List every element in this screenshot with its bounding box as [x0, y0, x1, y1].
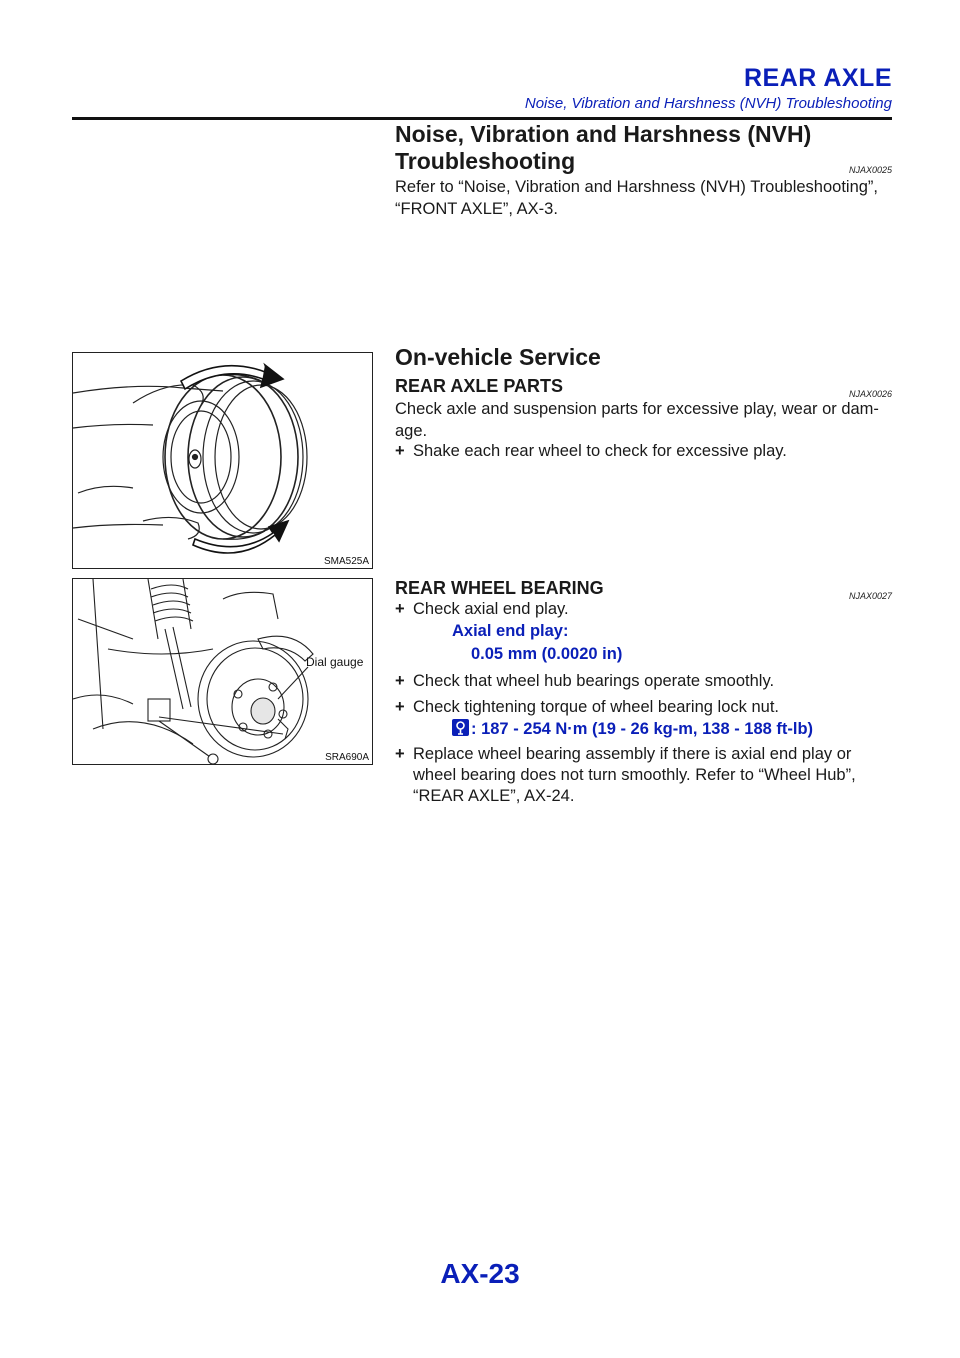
bullet-shake-wheel: [395, 441, 892, 462]
bullet-axial-end-play: [395, 599, 892, 620]
rear-wheel-bearing-code: NJAX0027: [848, 591, 892, 601]
rear-axle-parts-heading: REAR AXLE PARTS: [395, 376, 564, 396]
torque-value: : 187 - 254 N·m (19 - 26 kg-m, 138 - 188 ft-lb): [471, 720, 814, 738]
dial-gauge-illustration: [73, 579, 372, 764]
spec-label: Axial end play:: [452, 622, 569, 640]
rear-axle-parts-code: NJAX0026: [848, 389, 892, 399]
rear-axle-parts-text: [395, 398, 892, 442]
nvh-heading: [395, 121, 895, 175]
bullet-marker: +: [395, 698, 405, 716]
torque-spec: [452, 719, 813, 739]
page-number: AX-23: [440, 1258, 520, 1289]
bullet-text: [395, 744, 892, 807]
bullet-text-line1: Replace wheel bearing assembly if there is axial end play or: [413, 745, 852, 763]
rear-axle-parts-text-line1: Check axle and suspension parts for excessive play, wear or dam-: [395, 400, 879, 418]
rear-wheel-bearing-heading: REAR WHEEL BEARING: [395, 578, 604, 598]
bullet-marker: +: [395, 442, 405, 460]
nvh-text-line2: “FRONT AXLE”, AX-3.: [395, 200, 558, 218]
spec-value: 0.05 mm (0.0020 in): [471, 645, 623, 663]
bullet-text: Check axial end play.: [413, 600, 569, 618]
bullet-bearings-smooth: [395, 671, 892, 692]
nvh-heading-line1: Noise, Vibration and Harshness (NVH): [395, 121, 812, 147]
bullet-marker: +: [395, 600, 405, 618]
bullet-torque-check: [395, 697, 892, 718]
header-rule: [72, 117, 892, 120]
nvh-heading-line2: Troubleshooting: [395, 148, 576, 174]
figure-dial-gauge: [72, 578, 373, 765]
rear-axle-parts-text-line2: age.: [395, 422, 428, 440]
figure-caption: SRA690A: [325, 752, 369, 763]
nvh-text-line1: Refer to “Noise, Vibration and Harshness (NVH) Troubleshooting”,: [395, 178, 879, 196]
on-vehicle-service-heading: On-vehicle Service: [395, 344, 601, 370]
bullet-text: Check tightening torque of wheel bearing lock nut.: [413, 698, 779, 716]
torque-wrench-icon: [452, 719, 469, 736]
section-header-subtitle: Noise, Vibration and Harshness (NVH) Troubleshooting: [524, 95, 892, 112]
bullet-text: Check that wheel hub bearings operate smoothly.: [413, 672, 775, 690]
section-header-title: REAR AXLE: [743, 64, 892, 92]
bullet-text-line3: “REAR AXLE”, AX-24.: [413, 787, 575, 805]
bullet-replace-bearing: [395, 744, 892, 807]
dial-gauge-label: Dial gauge: [306, 655, 364, 669]
wheel-shake-illustration: [73, 353, 372, 568]
bullet-text-line2: wheel bearing does not turn smoothly. Refer to “Wheel Hub”,: [413, 766, 856, 784]
figure-wheel-shake: [72, 352, 373, 569]
nvh-text: [395, 176, 892, 220]
bullet-text: Shake each rear wheel to check for excessive play.: [413, 442, 787, 460]
bullet-marker: +: [395, 745, 405, 763]
figure-caption: SMA525A: [323, 556, 369, 567]
bullet-marker: +: [395, 672, 405, 690]
nvh-code: NJAX0025: [848, 165, 892, 175]
